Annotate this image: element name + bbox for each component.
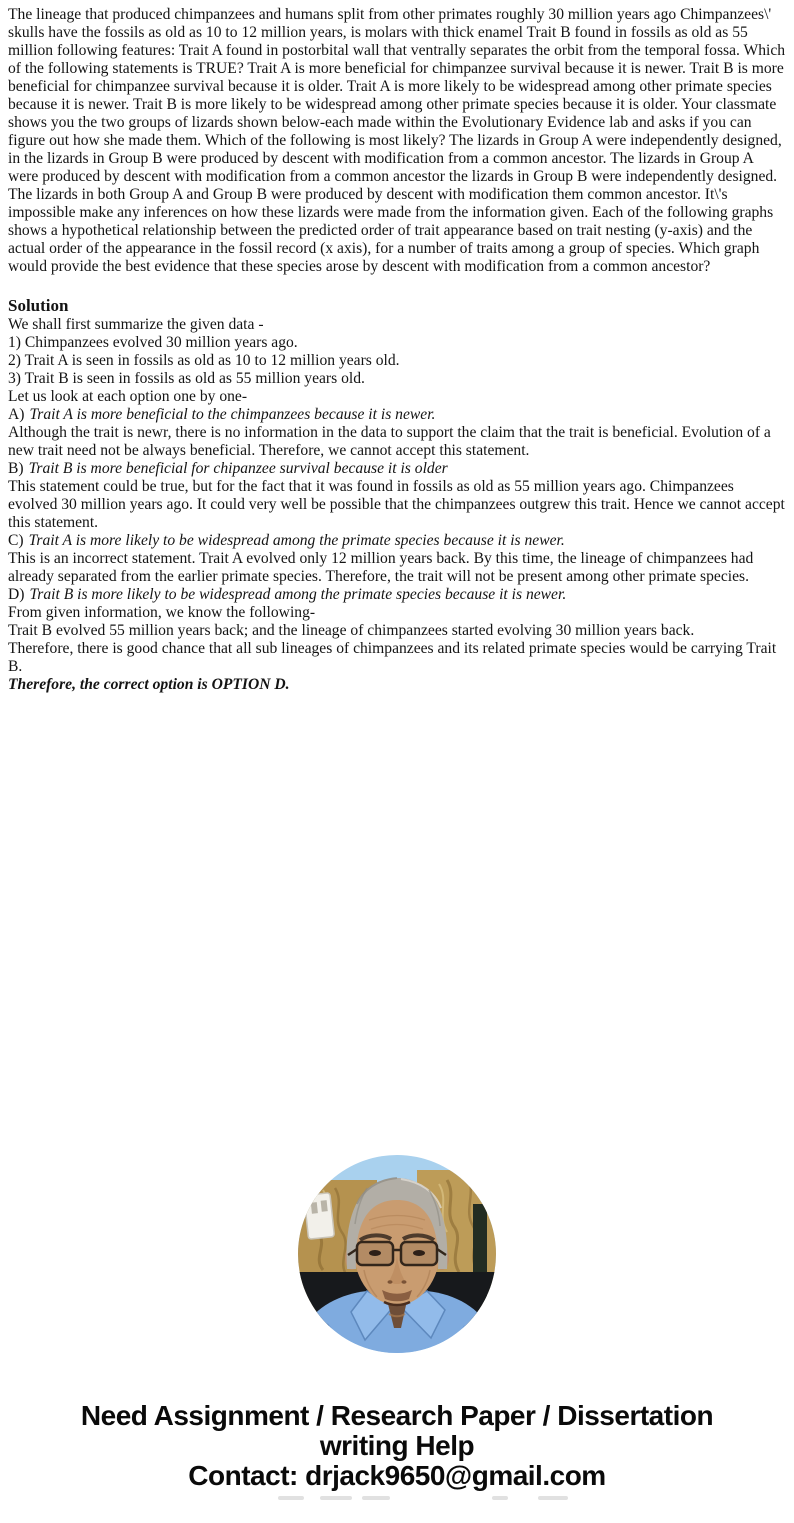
option-c-block xyxy=(8,532,787,586)
switch-plate xyxy=(304,1193,334,1239)
option-a-analysis: Although the trait is newr, there is no information in the data to support the claim that the trait is beneficial. Evolution of a new trait need not be always beneficial. Therefore, we cannot accept this statement. xyxy=(8,424,771,459)
option-statement-text: Trait B is more likely to be widespread among the primate species because it is newer. xyxy=(29,586,567,603)
option-label: B) xyxy=(8,460,24,477)
question-text: The lineage that produced chimpanzees and humans split from other primates roughly 30 million years ago Chimpanzees\' skulls have the fossils as old as 10 to 12 million years, is molars with thick enamel Trait B found in fossils as old as 55 million following features: Trait A found in postorbital wall that ventrally separates the orbit from the temporal fossa. Which of the following statements is TRUE? Trait A is more beneficial for chimpanzee survival because it is newer. Trait B is more beneficial for chimpanzee survival because it is older. Trait A is more likely to be widespread among other primate species because it is newer. Trait B is more likely to be widespread among other primate species because it is older. Your classmate shows you the two groups of lizards shown below-each made within the Evolutionary Evidence lab and asks if you can figure out how she made them. Which of the following is most likely? The lizards in Group A were independently designed, in the lizards in Group B were produced by descent with modification from a common ancestor. The lizards in Group A were produced by descent with modification from a common ancestor the lizards in Group B were independently designed. The lizards in both Group A and Group B were produced by descent with modification them common ancestor. It\'s impossible make any inferences on how these lizards were made from the information given. Each of the following graphs shows a hypothetical relationship between the predicted order of trait appearance based on trait nesting (y-axis) and the actual order of the appearance in the fossil record (x axis), for a number of traits among a group of species. Which graph would provide the best evidence that these species arose by descent with modification from a common ancestor? xyxy=(8,6,786,275)
solution-heading: Solution xyxy=(8,296,69,315)
option-d-analysis-line: Trait B evolved 55 million years back; and the lineage of chimpanzees started evolving 30 million years back. xyxy=(8,622,695,639)
option-statement-text: Trait B is more beneficial for chipanzee survival because it is older xyxy=(28,460,448,477)
option-b-statement xyxy=(8,460,787,478)
footer-ad xyxy=(0,1401,794,1491)
summary-point: 1) Chimpanzees evolved 30 million years ago. xyxy=(8,334,298,351)
option-d-analysis-line: From given information, we know the following- xyxy=(8,604,316,621)
option-a-block xyxy=(8,406,787,460)
option-label: D) xyxy=(8,586,25,603)
option-d-analysis-line: Therefore, there is good chance that all sub lineages of chimpanzees and its related primate species would be carrying Trait B. xyxy=(8,640,777,675)
option-a-statement xyxy=(8,406,787,424)
data-summary xyxy=(8,316,787,388)
option-d-block xyxy=(8,586,787,676)
answer-document xyxy=(8,6,787,694)
summary-point: 3) Trait B is seen in fossils as old as 55 million years old. xyxy=(8,370,365,387)
option-b-analysis: This statement could be true, but for the fact that it was found in fossils as old as 55 million years ago. Chimpanzees evolved 30 million years ago. It could very well be possible that the chimpanzees outgrew this trait. Hence we cannot accept this statement. xyxy=(8,478,785,531)
option-statement-text: Trait A is more beneficial to the chimpanzees because it is newer. xyxy=(29,406,436,423)
tutor-photo xyxy=(297,1154,497,1354)
footer-contact-email: Contact: drjack9650@gmail.com xyxy=(188,1460,606,1491)
option-b-block xyxy=(8,460,787,532)
footer-line-1: Need Assignment / Research Paper / Dissertation xyxy=(80,1400,714,1431)
summary-point: 2) Trait A is seen in fossils as old as 10 to 12 million years old. xyxy=(8,352,400,369)
option-statement-text: Trait A is more likely to be widespread among the primate species because it is newer. xyxy=(28,532,565,549)
conclusion-text: Therefore, the correct option is OPTION D. xyxy=(8,676,290,693)
option-label: C) xyxy=(8,532,24,549)
option-c-statement xyxy=(8,532,787,550)
footer-line-2: writing Help xyxy=(319,1430,475,1461)
tutor-photo-graphic xyxy=(297,1154,497,1354)
option-label: A) xyxy=(8,406,25,423)
summary-intro: We shall first summarize the given data - xyxy=(8,316,264,333)
ghost-smudge xyxy=(0,1496,794,1502)
options-intro: Let us look at each option one by one- xyxy=(8,388,248,405)
option-d-statement xyxy=(8,586,787,604)
option-c-analysis: This is an incorrect statement. Trait A evolved only 12 million years back. By this time, the lineage of chimpanzees had already separated from the earlier primate species. Therefore, the trait will not be present among other primate species. xyxy=(8,550,754,585)
